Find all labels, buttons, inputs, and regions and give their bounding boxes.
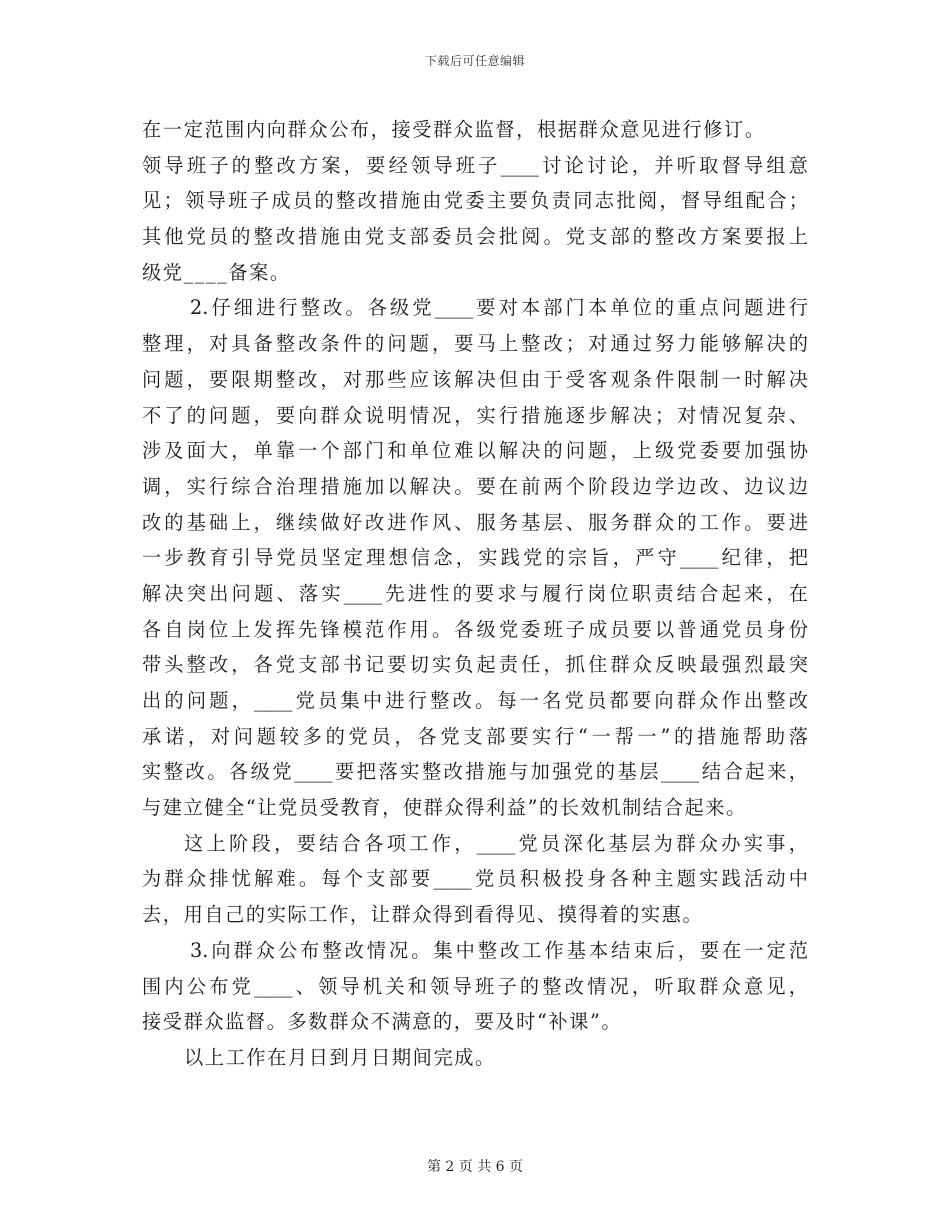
text-line: 一步教育引导党员坚定理想信念，实践党的宗旨，严守____纪律，把 [142,546,808,570]
document-body [142,112,808,1076]
text-line: 整理，对具备整改条件的问题，要马上整改；对通过努力能够解决的 [142,332,808,356]
text-line: 2.仔细进行整改。各级党____要对本部门本单位的重点问题进行 [190,296,808,320]
text-line: 涉及面大，单靠一个部门和单位难以解决的问题，上级党委要加强协 [142,439,808,463]
text-line: 其他党员的整改措施由党支部委员会批阅。党支部的整改方案要报上 [142,225,808,249]
text-line: 承诺，对问题较多的党员，各党支部要实行“一帮一”的措施帮助落 [142,724,808,748]
page-number: 第 2 页 共 6 页 [426,1159,524,1175]
text-line: 级党____备案。 [142,260,291,284]
text-line: 解决突出问题、落实____先进性的要求与履行岗位职责结合起来，在 [142,581,808,605]
text-line: 在一定范围内向群众公布，接受群众监督，根据群众意见进行修订。 [142,118,766,141]
text-line: 各自岗位上发挥先锋模范作用。各级党委班子成员要以普通党员身份 [142,617,808,641]
page-header: 下载后可任意编辑 [424,54,525,68]
text-line: 调，实行综合治理措施加以解决。要在前两个阶段边学边改、边议边 [142,474,808,498]
text-line: 实整改。各级党____要把落实整改措施与加强党的基层____结合起来， [142,760,808,784]
text-line: 改的基础上，继续做好改进作风、服务基层、服务群众的工作。要进 [142,510,808,534]
text-line: 围内公布党____、领导机关和领导班子的整改情况，听取群众意见， [142,974,808,998]
text-line: 以上工作在月日到月日期间完成。 [184,1045,496,1069]
text-line: 问题，要限期整改，对那些应该解决但由于受客观条件限制一时解决 [142,367,808,391]
text-line: 不了的问题，要向群众说明情况，实行措施逐步解决；对情况复杂、 [142,403,808,427]
text-line: 3.向群众公布整改情况。集中整改工作基本结束后，要在一定范 [190,938,808,962]
text-line: 这上阶段，要结合各项工作，____党员深化基层为群众办实事， [184,831,808,855]
text-line: 与建立健全“让党员受教育，使群众得利益”的长效机制结合起来。 [142,796,747,820]
text-line: 出的问题，____党员集中进行整改。每一名党员都要向群众作出整改 [142,689,808,712]
text-line: 接受群众监督。多数群众不满意的，要及时“补课”。 [142,1010,623,1034]
text-line: 带头整改，各党支部书记要切实负起责任，抓住群众反映最强烈最突 [142,653,808,677]
text-line: 为群众排忧解难。每个支部要____党员积极投身各种主题实践活动中 [142,867,808,891]
text-line: 去，用自己的实际工作，让群众得到看得见、摸得着的实惠。 [142,903,704,927]
text-line: 领导班子的整改方案，要经领导班子____讨论讨论，并听取督导组意 [142,153,808,177]
text-line: 见；领导班子成员的整改措施由党委主要负责同志批阅，督导组配合； [142,189,808,213]
